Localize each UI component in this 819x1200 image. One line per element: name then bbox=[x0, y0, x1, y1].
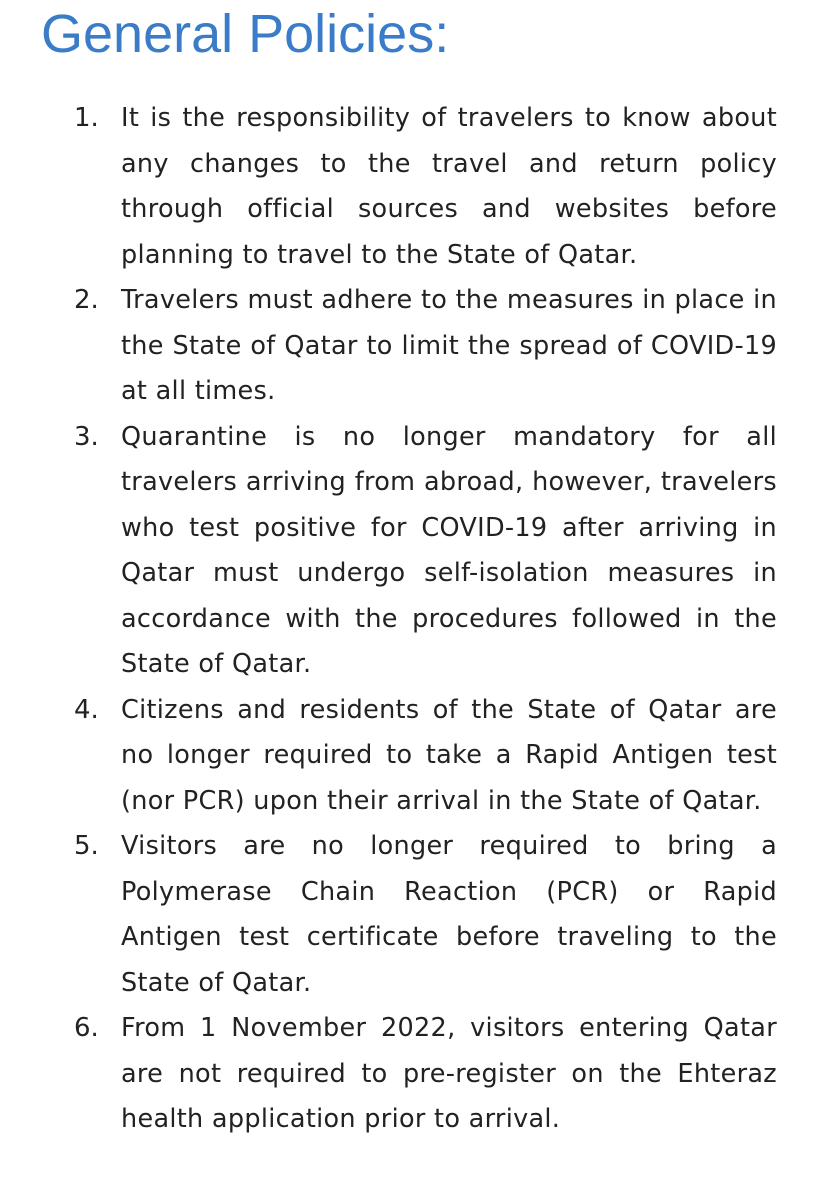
policy-item-5 bbox=[0, 824, 819, 1006]
policy-item-3 bbox=[0, 415, 819, 688]
policy-item-4 bbox=[0, 688, 819, 825]
policy-item-6 bbox=[0, 1006, 819, 1143]
policy-item-2 bbox=[0, 278, 819, 415]
policy-number: 2. bbox=[74, 285, 99, 315]
policy-list bbox=[0, 96, 819, 1143]
policy-number: 4. bbox=[74, 694, 99, 725]
policy-number: 6. bbox=[74, 1013, 99, 1043]
policy-text: Citizens and residents of the State of Qatar are no longer required to take a Rapid Antigen test (nor PCR) upon their arrival in the State of Qatar. bbox=[121, 694, 777, 816]
policy-item-1 bbox=[0, 96, 819, 278]
policy-number: 5. bbox=[74, 831, 99, 861]
policy-text: Quarantine is no longer mandatory for all travelers arriving from abroad, however, travelers who test positive for COVID-19 after arriving in Qatar must undergo self-isolation measures in accordance with the procedures followed in the State of Qatar. bbox=[121, 421, 777, 679]
policy-number: 3. bbox=[74, 421, 99, 452]
policy-text: From 1 November 2022, visitors entering Qatar are not required to pre-register on the Ehteraz health application prior to arrival. bbox=[121, 1013, 777, 1134]
policy-number: 1. bbox=[74, 103, 99, 133]
policy-text: Visitors are no longer required to bring a Polymerase Chain Reaction (PCR) or Rapid Antigen test certificate before traveling to the State of Qatar. bbox=[121, 831, 777, 998]
page-title: General Policies: bbox=[41, 4, 450, 64]
policy-text: Travelers must adhere to the measures in place in the State of Qatar to limit the spread of COVID-19 at all times. bbox=[121, 285, 777, 406]
policy-text: It is the responsibility of travelers to know about any changes to the travel and return policy through official sources and websites before planning to travel to the State of Qatar. bbox=[121, 103, 777, 270]
